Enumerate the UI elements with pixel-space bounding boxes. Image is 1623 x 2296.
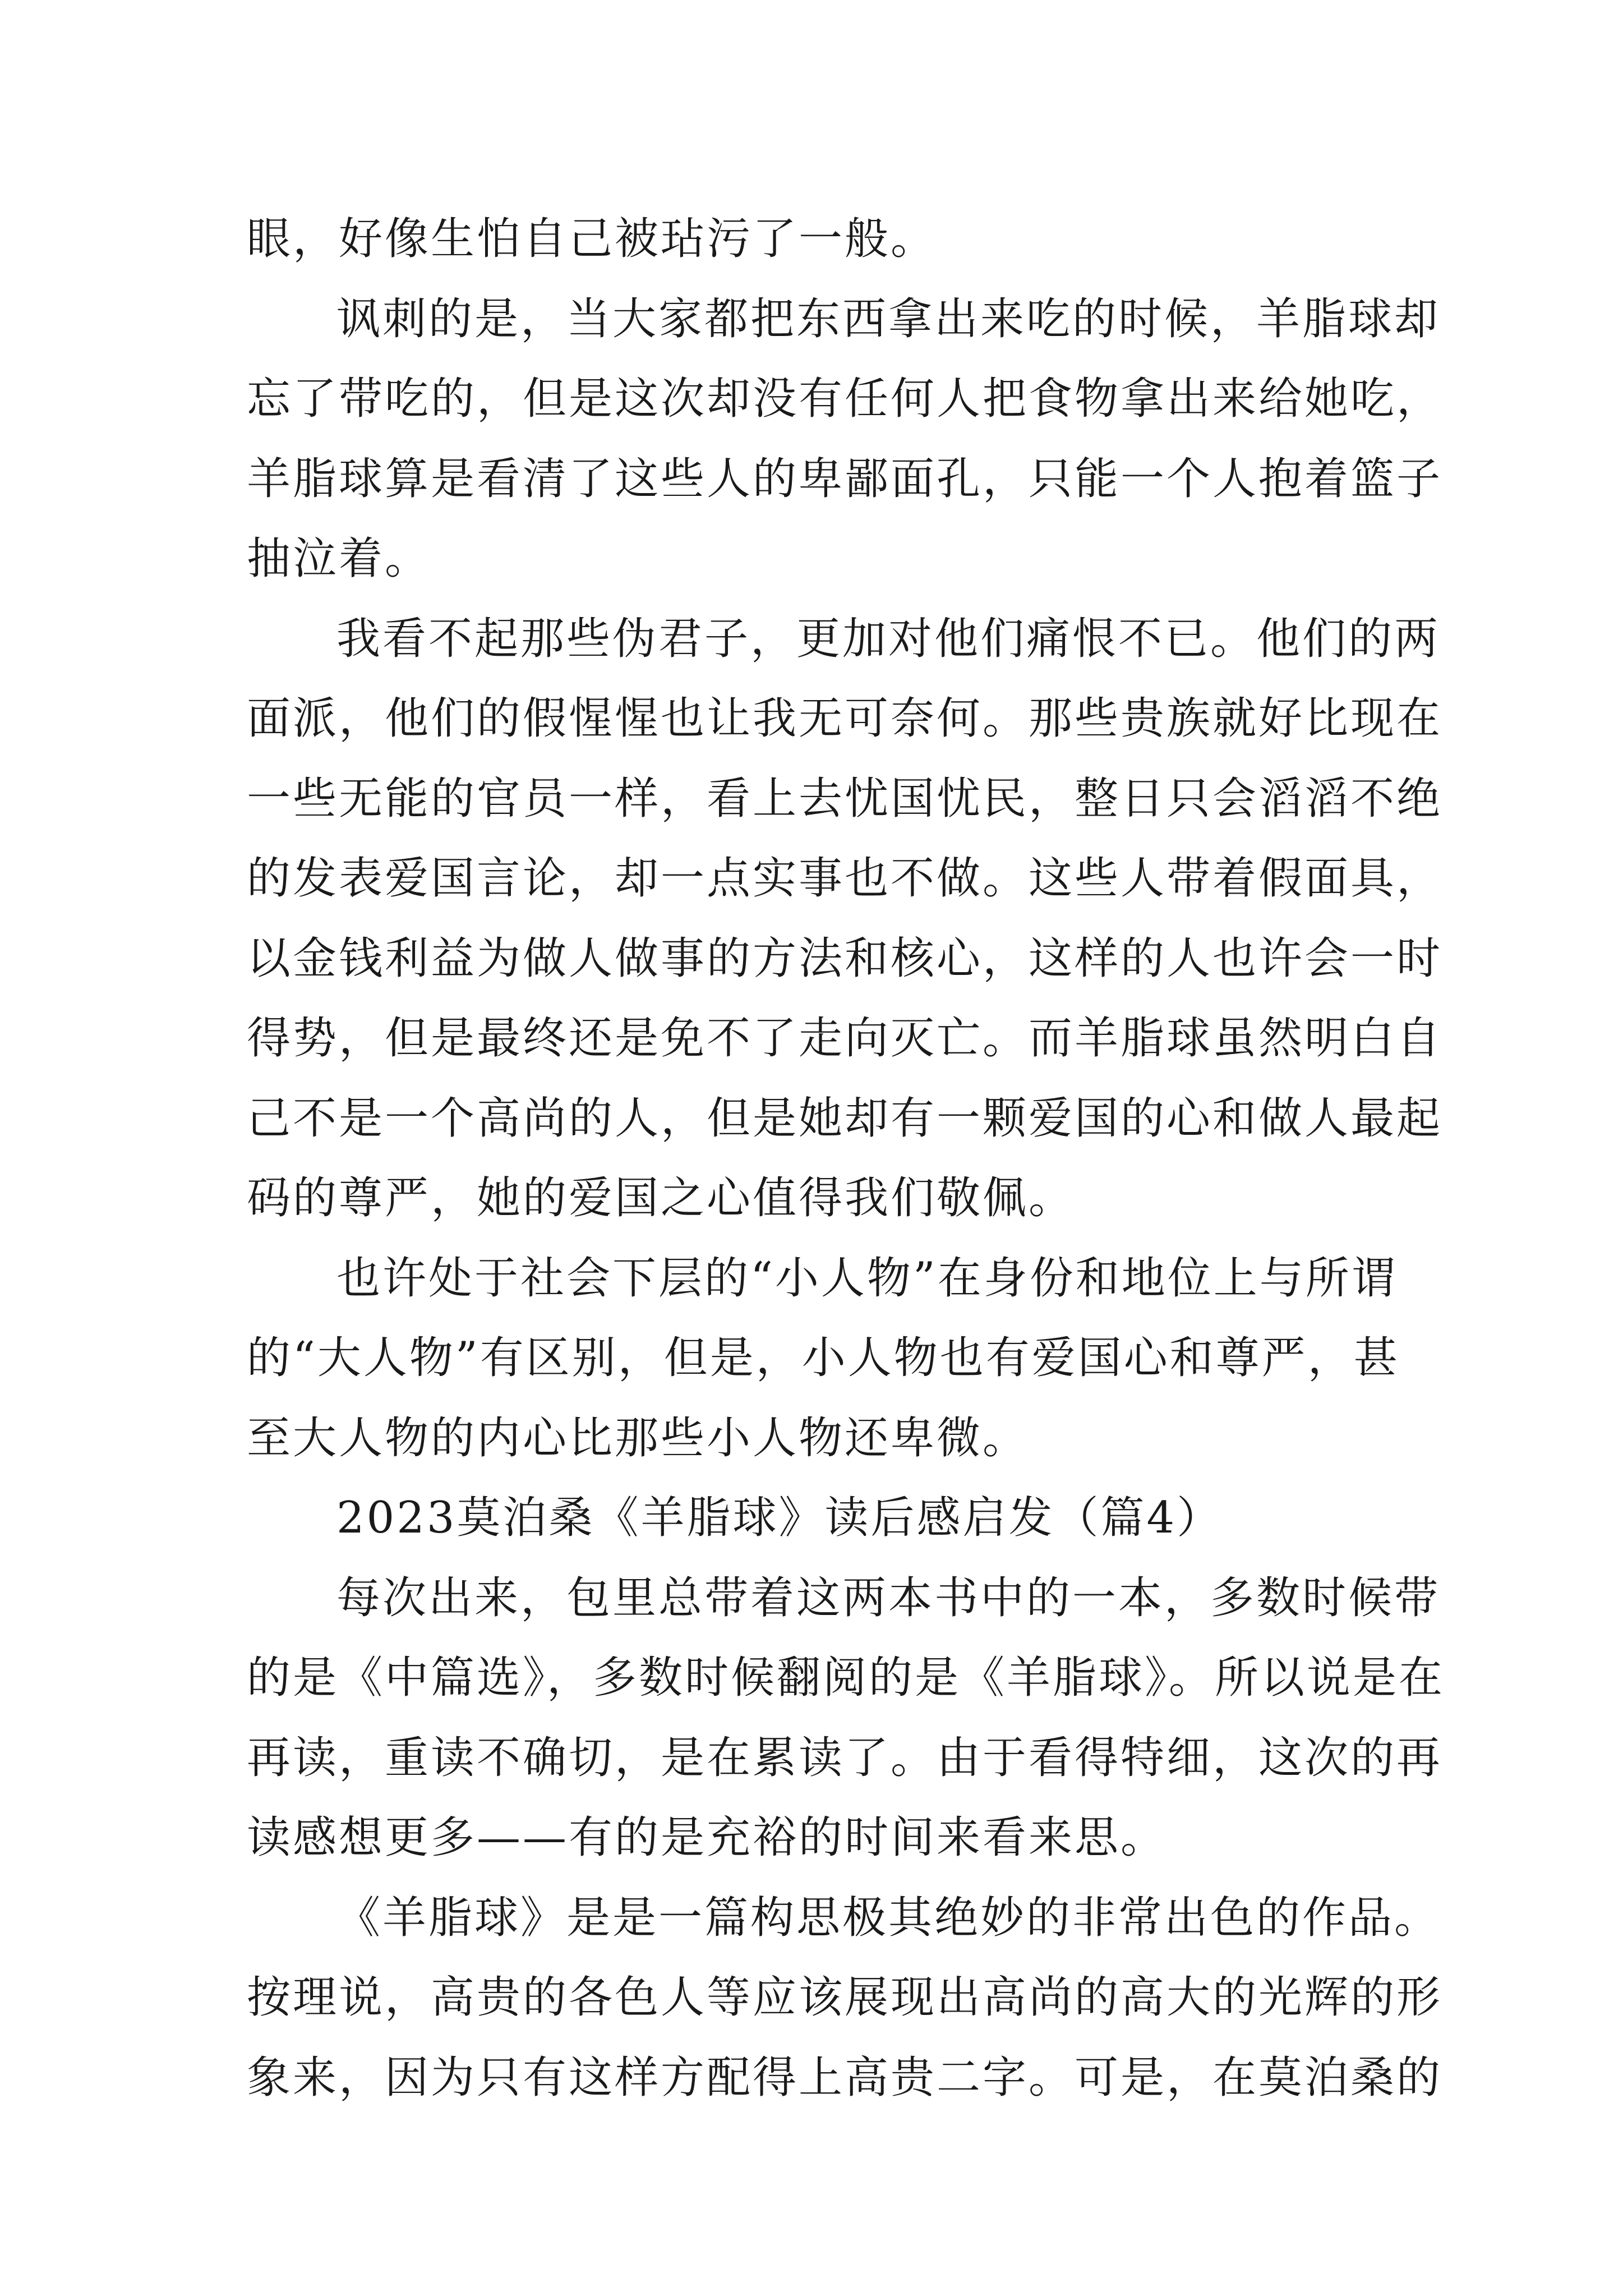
section-heading: 2023莫泊桑《羊脂球》读后感启发（篇4） <box>336 1493 1223 1543</box>
document-body <box>247 199 1445 2118</box>
text-line: 再读，重读不确切，是在累读了。由于看得特细，这次的再 <box>247 1732 1443 1783</box>
text-line: 读感想更多——有的是充裕的时间来看来思。 <box>247 1812 1167 1863</box>
text-line: 得势，但是最终还是免不了走向灭亡。而羊脂球虽然明白自 <box>247 1013 1443 1064</box>
text-line: 羊脂球算是看清了这些人的卑鄙面孔，只能一个人抱着篮子 <box>247 453 1443 504</box>
text-line: 讽刺的是，当大家都把东西拿出来吃的时候，羊脂球却 <box>336 293 1441 344</box>
text-line: 至大人物的内心比那些小人物还卑微。 <box>247 1412 1029 1464</box>
text-line: 抽泣着。 <box>247 533 431 584</box>
text-line: 码的尊严，她的爱国之心值得我们敬佩。 <box>247 1173 1075 1223</box>
text-line: 以金钱利益为做人做事的方法和核心，这样的人也许会一时 <box>247 933 1443 984</box>
text-line: 眼，好像生怕自己被玷污了一般。 <box>247 214 937 264</box>
text-line: 的是《中篇选》，多数时候翻阅的是《羊脂球》。所以说是在 <box>247 1653 1445 1703</box>
text-line: 忘了带吃的，但是这次却没有任何人把食物拿出来给她吃， <box>247 374 1443 424</box>
text-line: 我看不起那些伪君子，更加对他们痛恨不已。他们的两 <box>336 613 1441 664</box>
text-line: 的发表爱国言论，却一点实事也不做。这些人带着假面具， <box>247 853 1443 904</box>
text-line: 按理说，高贵的各色人等应该展现出高尚的高大的光辉的形 <box>247 1972 1443 2023</box>
text-line: 也许处于社会下层的“小人物”在身份和地位上与所谓 <box>336 1253 1398 1304</box>
text-line: 面派，他们的假惺惺也让我无可奈何。那些贵族就好比现在 <box>247 693 1443 744</box>
text-line: 己不是一个高尚的人，但是她却有一颗爱国的心和做人最起 <box>247 1093 1443 1144</box>
text-line: 《羊脂球》是是一篇构思极其绝妙的非常出色的作品。 <box>336 1892 1441 1943</box>
text-line: 一些无能的官员一样，看上去忧国忧民，整日只会滔滔不绝 <box>247 773 1443 824</box>
text-line: 象来，因为只有这样方配得上高贵二字。可是，在莫泊桑的 <box>247 2052 1443 2103</box>
text-line: 每次出来，包里总带着这两本书中的一本，多数时候带 <box>336 1572 1441 1623</box>
text-line: 的“大人物”有区别，但是，小人物也有爱国心和尊严，甚 <box>247 1333 1400 1383</box>
